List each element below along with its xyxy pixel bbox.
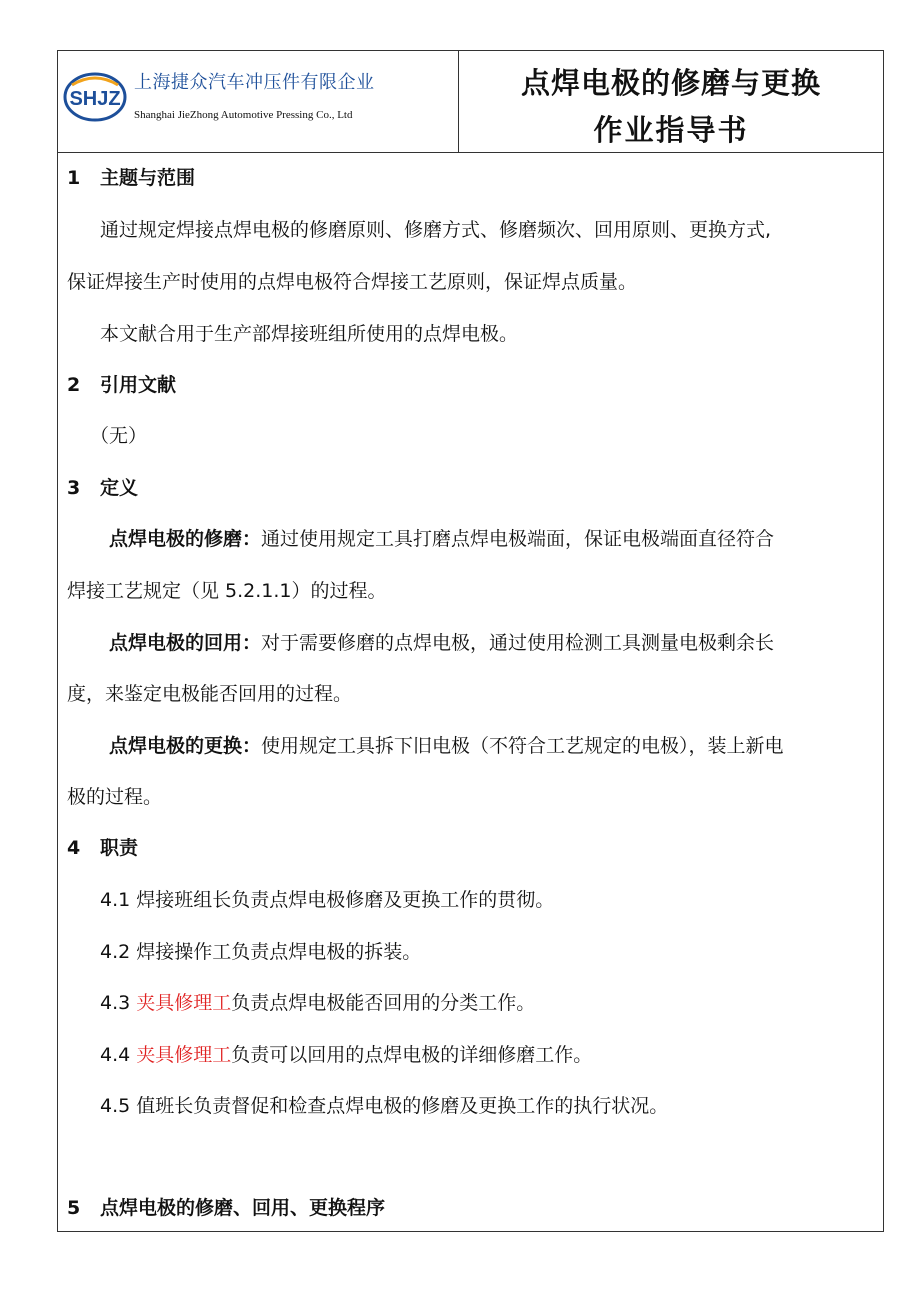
definition-1-term: 点焊电极的修磨： <box>109 528 262 550</box>
definition-2-line-2: 度，来鉴定电极能否回用的过程。 <box>67 683 353 705</box>
section-2-paragraph: （无） <box>90 425 148 447</box>
definition-1-line-1 <box>109 524 774 551</box>
responsibility-4-2: 4.2 焊接操作工负责点焊电极的拆装。 <box>100 941 422 963</box>
logo-text: SHJZ <box>69 88 121 110</box>
section-2-heading <box>67 370 176 397</box>
definition-1-line-2: 焊接工艺规定（见 5.2.1.1）的过程。 <box>67 580 387 602</box>
section-3-heading <box>67 473 138 500</box>
definition-3-line-2: 极的过程。 <box>67 786 163 808</box>
definition-3-line-1 <box>109 731 784 758</box>
section-1-heading <box>67 163 195 190</box>
responsibility-4-3-number: 4.3 <box>100 992 137 1014</box>
document-header <box>58 51 883 153</box>
company-block <box>58 51 459 152</box>
responsibility-4-4-number: 4.4 <box>100 1044 137 1066</box>
definition-1-text: 通过使用规定工具打磨点焊电极端面，保证电极端面直径符合 <box>261 528 775 550</box>
definition-2-text: 对于需要修磨的点焊电极，通过使用检测工具测量电极剩余长 <box>261 632 775 654</box>
responsibility-4-4 <box>100 1040 592 1067</box>
definition-3-text: 使用规定工具拆下旧电极（不符合工艺规定的电极），装上新电 <box>261 735 784 757</box>
section-2-title: 引用文献 <box>100 374 177 396</box>
responsibility-4-3-role: 夹具修理工 <box>136 992 232 1014</box>
document-title-block <box>459 51 883 152</box>
section-1-paragraph-1-line-2: 保证焊接生产时使用的点焊电极符合焊接工艺原则，保证焊点质量。 <box>67 271 638 293</box>
document-title-line2: 作业指导书 <box>593 113 749 147</box>
responsibility-4-4-role: 夹具修理工 <box>136 1044 232 1066</box>
section-1-number: 1 <box>67 167 81 189</box>
section-3-number: 3 <box>67 477 81 499</box>
responsibility-4-3-text: 负责点焊电极能否回用的分类工作。 <box>231 992 536 1014</box>
company-name-cn: 上海捷众汽车冲压件有限企业 <box>134 72 375 93</box>
section-2-number: 2 <box>67 374 81 396</box>
section-4-title: 职责 <box>100 837 139 859</box>
responsibility-4-3 <box>100 988 535 1015</box>
section-5-number: 5 <box>67 1197 81 1219</box>
section-5-title: 点焊电极的修磨、回用、更换程序 <box>100 1197 386 1219</box>
section-5-heading <box>67 1193 385 1220</box>
definition-3-term: 点焊电极的更换： <box>109 735 262 757</box>
responsibility-4-4-text: 负责可以回用的点焊电极的详细修磨工作。 <box>231 1044 593 1066</box>
company-name-en: Shanghai JieZhong Automotive Pressing Co., Ltd <box>134 109 353 121</box>
section-1-title: 主题与范围 <box>100 167 196 189</box>
document-title-line1: 点焊电极的修磨与更换 <box>520 66 821 100</box>
responsibility-4-1: 4.1 焊接班组长负责点焊电极修磨及更换工作的贯彻。 <box>100 889 555 911</box>
section-1-paragraph-2: 本文献合用于生产部焊接班组所使用的点焊电极。 <box>100 323 519 345</box>
responsibility-4-5: 4.5 值班长负责督促和检查点焊电极的修磨及更换工作的执行状况。 <box>100 1095 669 1117</box>
company-logo <box>62 71 128 123</box>
section-1-paragraph-1-line-1: 通过规定焊接点焊电极的修磨原则、修磨方式、修磨频次、回用原则、更换方式, <box>100 219 772 241</box>
section-4-heading <box>67 833 138 860</box>
section-3-title: 定义 <box>100 477 139 499</box>
section-4-number: 4 <box>67 837 81 859</box>
definition-2-line-1 <box>109 628 774 655</box>
definition-2-term: 点焊电极的回用： <box>109 632 262 654</box>
